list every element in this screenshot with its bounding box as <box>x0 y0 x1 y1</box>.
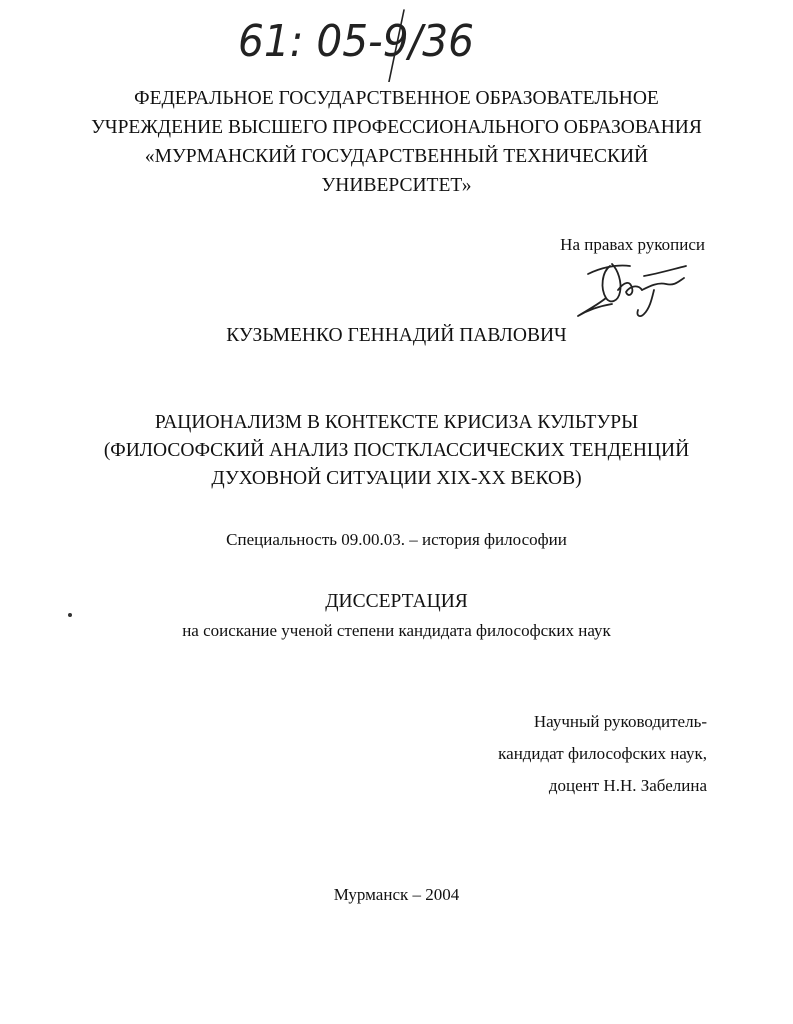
institution-line: «МУРМАНСКИЙ ГОСУДАРСТВЕННЫЙ ТЕХНИЧЕСКИЙ <box>144 146 649 167</box>
title-line: РАЦИОНАЛИЗМ В КОНТЕКСТЕ КРИСИЗА КУЛЬТУРЫ <box>154 412 639 433</box>
supervisor-block <box>498 706 707 802</box>
handwritten-archive-code <box>236 4 496 82</box>
institution-line: УНИВЕРСИТЕТ» <box>321 175 472 196</box>
supervisor-line: доцент Н.Н. Забелина <box>548 776 707 795</box>
dissertation-heading: ДИССЕРТАЦИЯ <box>325 591 468 612</box>
institution-line: ФЕДЕРАЛЬНОЕ ГОСУДАРСТВЕННОЕ ОБРАЗОВАТЕЛЬНОЕ <box>134 88 659 109</box>
title-line: ДУХОВНОЙ СИТУАЦИИ XIX-XX ВЕКОВ) <box>211 468 582 489</box>
dissertation-title <box>0 409 793 493</box>
supervisor-line: Научный руководитель- <box>533 712 707 731</box>
specialty: Специальность 09.00.03. – история философии <box>226 530 567 549</box>
supervisor-line: кандидат философских наук, <box>498 744 707 763</box>
institution-line: УЧРЕЖДЕНИЕ ВЫСШЕГО ПРОФЕССИОНАЛЬНОГО ОБРАЗОВАНИЯ <box>91 117 702 138</box>
city-year: Мурманск – 2004 <box>333 885 460 904</box>
scan-speck <box>68 613 72 617</box>
dissertation-subtitle: на соискание ученой степени кандидата философских наук <box>182 621 611 640</box>
archive-code-text: 61: 05-9/36 <box>238 16 474 67</box>
title-line: (ФИЛОСОФСКИЙ АНАЛИЗ ПОСТКЛАССИЧЕСКИХ ТЕНДЕНЦИЙ <box>103 440 690 461</box>
institution-header <box>0 84 793 200</box>
author-name: КУЗЬМЕНКО ГЕННАДИЙ ПАВЛОВИЧ <box>226 325 567 346</box>
author-signature <box>566 246 706 324</box>
manuscript-rights-note: На правах рукописи <box>560 235 705 254</box>
